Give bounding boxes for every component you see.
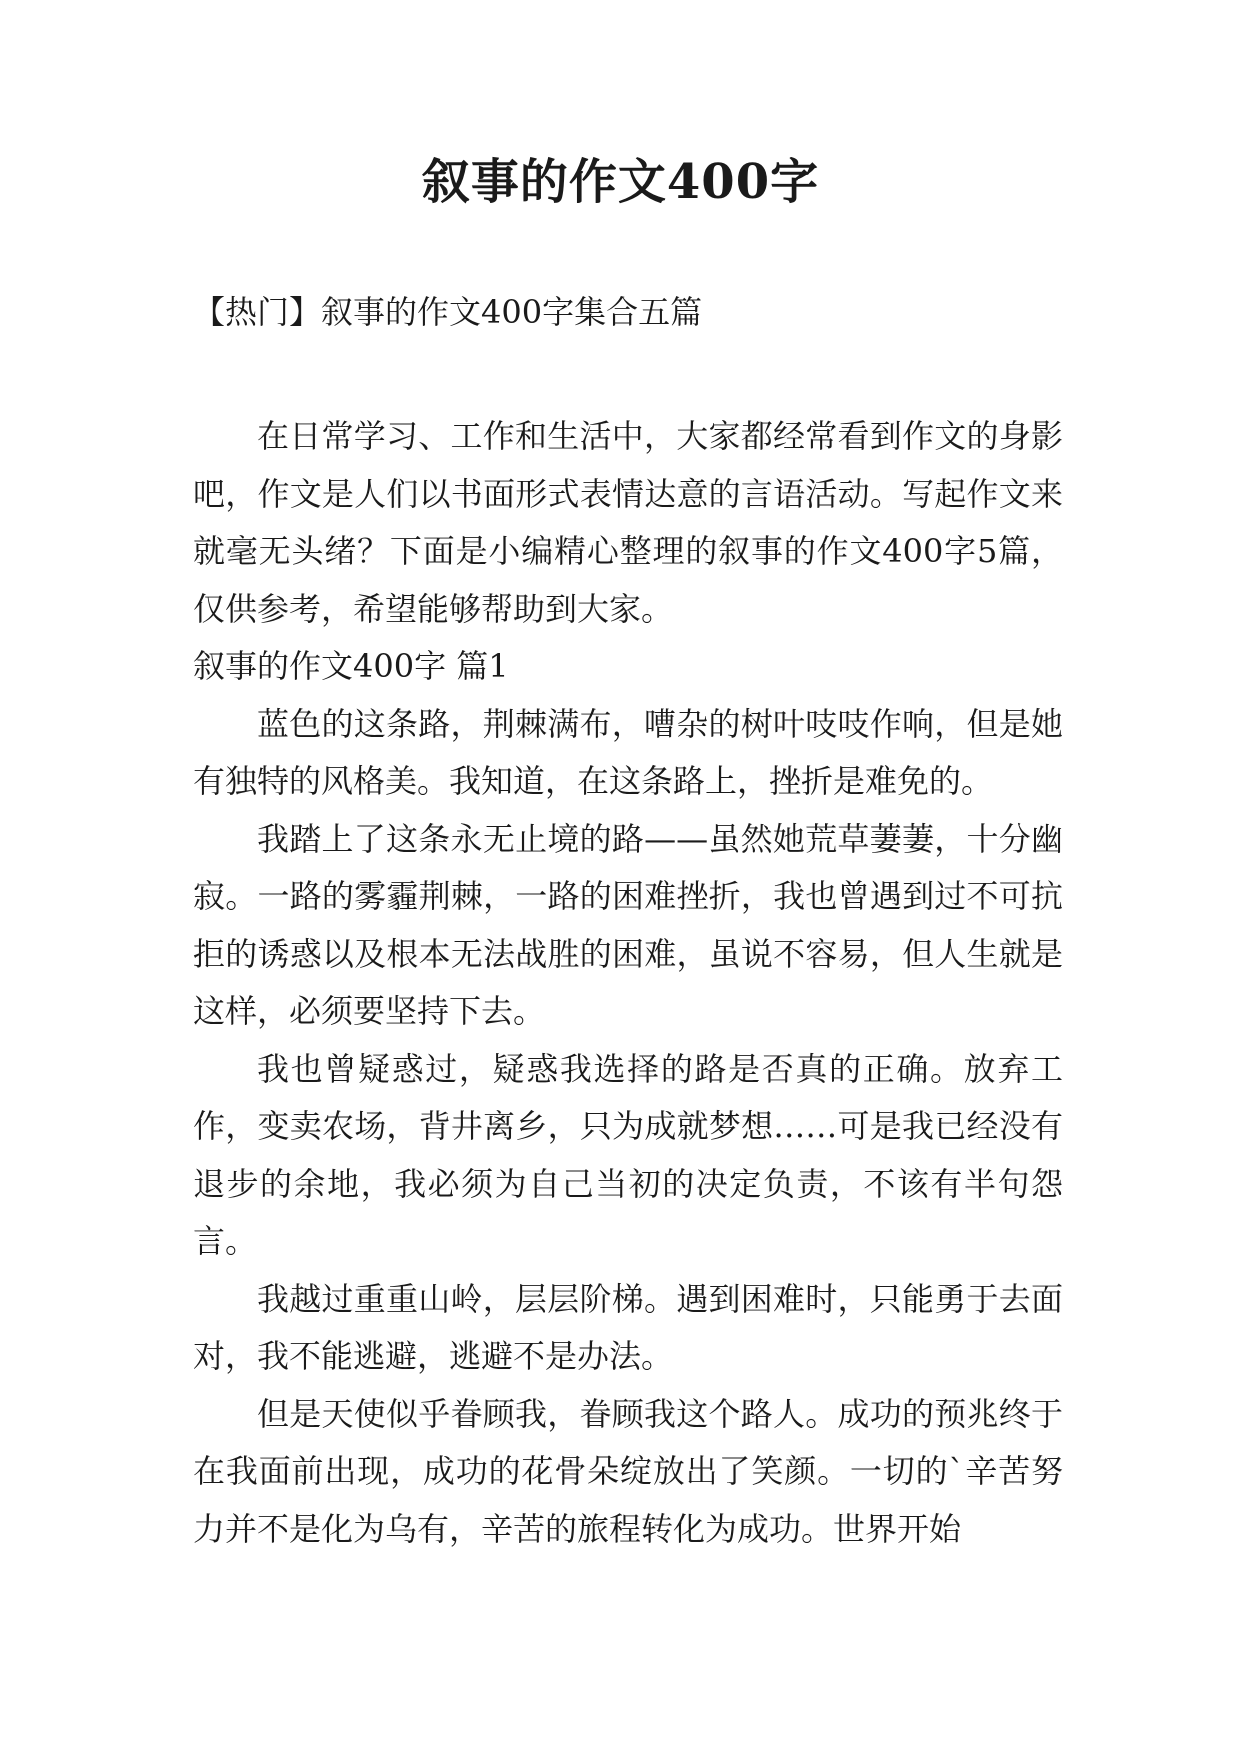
body-paragraph: 蓝色的这条路，荆棘满布，嘈杂的树叶吱吱作响，但是她有独特的风格美。我知道，在这条路上，挫折是难免的。 [193,704,1063,800]
body-paragraph: 我也曾疑惑过，疑惑我选择的路是否真的正确。放弃工作，变卖农场，背井离乡，只为成就梦想……可是我已经没有退步的余地，我必须为自己当初的决定负责，不该有半句怨言。 [193,1049,1063,1260]
body-paragraph: 我踏上了这条永无止境的路——虽然她荒草萋萋，十分幽寂。一路的雾霾荆棘，一路的困难挫折，我也曾遇到过不可抗拒的诱惑以及根本无法战胜的困难，虽说不容易，但人生就是这样，必须要坚持下去。 [193,819,1063,1030]
intro-paragraph: 在日常学习、工作和生活中，大家都经常看到作文的身影吧，作文是人们以书面形式表情达意的言语活动。写起作文来就毫无头绪？下面是小编精心整理的叙事的作文400字5篇，仅供参考，希望能够帮助到大家。 [193,417,1063,628]
document-body [193,408,1063,1558]
body-paragraph: 我越过重重山岭，层层阶梯。遇到困难时，只能勇于去面对，我不能逃避，逃避不是办法。 [193,1279,1063,1375]
document-subtitle: 【热门】叙事的作文400字集合五篇 [193,293,703,331]
body-paragraph: 但是天使似乎眷顾我，眷顾我这个路人。成功的预兆终于在我面前出现，成功的花骨朵绽放出了笑颜。一切的`辛苦努力并不是化为乌有，辛苦的旅程转化为成功。世界开始 [193,1394,1063,1548]
section-heading: 叙事的作文400字 篇1 [193,647,509,685]
page-title: 叙事的作文400字 [421,154,820,210]
